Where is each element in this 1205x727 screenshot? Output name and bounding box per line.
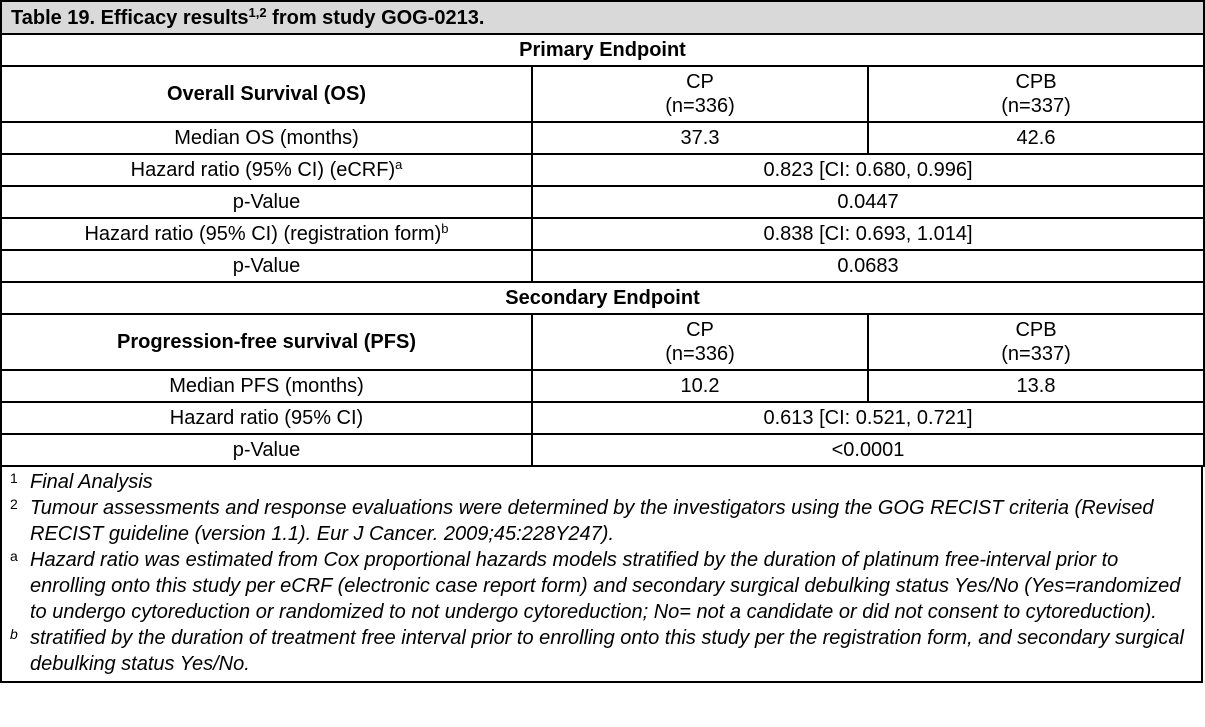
table-title-text: Table 19. Efficacy results — [11, 6, 249, 29]
arm-name: CP — [686, 319, 714, 341]
os-arm-cp-header — [532, 66, 868, 122]
arm-n: (n=336) — [665, 343, 735, 365]
secondary-endpoint-heading: Secondary Endpoint — [1, 282, 1204, 314]
cell-value: 0.823 [CI: 0.680, 0.996] — [532, 154, 1204, 186]
os-arm-cpb-header — [868, 66, 1204, 122]
row-label: Hazard ratio (95% CI) (eCRF)$^a$ — [1, 154, 532, 186]
footnote-text: Tumour assessments and response evaluations were determined by the investigators using the GOG RECIST criteria (Revised RECIST guideline (version 1.1). Eur J Cancer. 2009;45:228Y247). — [30, 497, 1154, 545]
footnote-text: Final Analysis — [30, 471, 153, 493]
footnote-text: stratified by the duration of treatment free interval prior to enrolling onto this study per the registration form, and secondary surgical debulking status Yes/No. — [30, 627, 1184, 675]
cell-value: 0.613 [CI: 0.521, 0.721] — [532, 402, 1204, 434]
cell-value: 42.6 — [868, 122, 1204, 154]
cell-value: 37.3 — [532, 122, 868, 154]
cell-value: 0.0447 — [532, 186, 1204, 218]
arm-n: (n=336) — [665, 95, 735, 117]
os-header-label: Overall Survival (OS) — [1, 66, 532, 122]
table-title — [1, 1, 1204, 34]
table-row — [1, 122, 1204, 154]
cell-value: 13.8 — [868, 370, 1204, 402]
primary-endpoint-heading: Primary Endpoint — [1, 34, 1204, 66]
arm-name: CP — [686, 71, 714, 93]
footnote-mark: a — [10, 548, 18, 564]
row-label: p-Value — [1, 186, 532, 218]
table-row — [1, 250, 1204, 282]
footnote-mark: b — [10, 626, 18, 642]
footnote-text: Hazard ratio was estimated from Cox proportional hazards models stratified by the duration of platinum free-interval prior to enrolling onto this study per eCRF (electronic case report form) and secondary surgical debulking status Yes/No (Yes=randomized to undergo cytoreduction or randomized to not undergo cytoreduction; No= not a candidate or did not consent to cytoreduction). — [30, 549, 1181, 623]
cell-value: 0.0683 — [532, 250, 1204, 282]
table-title-sup: 1,2 — [248, 4, 267, 20]
footnotes — [0, 467, 1203, 683]
row-label: Median PFS (months) — [1, 370, 532, 402]
table-title-suffix: from study GOG-0213. — [266, 6, 485, 29]
cell-value: <0.0001 — [532, 434, 1204, 466]
footnote — [10, 625, 1195, 677]
table-row — [1, 402, 1204, 434]
pfs-header-label: Progression-free survival (PFS) — [1, 314, 532, 370]
arm-n: (n=337) — [1001, 95, 1071, 117]
arm-n: (n=337) — [1001, 343, 1071, 365]
row-label: Hazard ratio (95% CI) (registration form)$^b$ — [1, 218, 532, 250]
row-label: Median OS (months) — [1, 122, 532, 154]
footnote — [10, 547, 1195, 625]
cell-value: 10.2 — [532, 370, 868, 402]
footnote-mark: 1 — [10, 470, 18, 486]
table-row — [1, 218, 1204, 250]
table-row — [1, 434, 1204, 466]
table-row — [1, 154, 1204, 186]
footnote — [10, 469, 1195, 495]
row-label: p-Value — [1, 250, 532, 282]
footnote — [10, 495, 1195, 547]
pfs-arm-cp-header — [532, 314, 868, 370]
arm-name: CPB — [1015, 319, 1057, 341]
row-label: Hazard ratio (95% CI) — [1, 402, 532, 434]
table-row — [1, 186, 1204, 218]
footnote-mark: 2 — [10, 496, 18, 512]
cell-value: 0.838 [CI: 0.693, 1.014] — [532, 218, 1204, 250]
table-row — [1, 370, 1204, 402]
arm-name: CPB — [1015, 71, 1057, 93]
pfs-arm-cpb-header — [868, 314, 1204, 370]
row-label: p-Value — [1, 434, 532, 466]
